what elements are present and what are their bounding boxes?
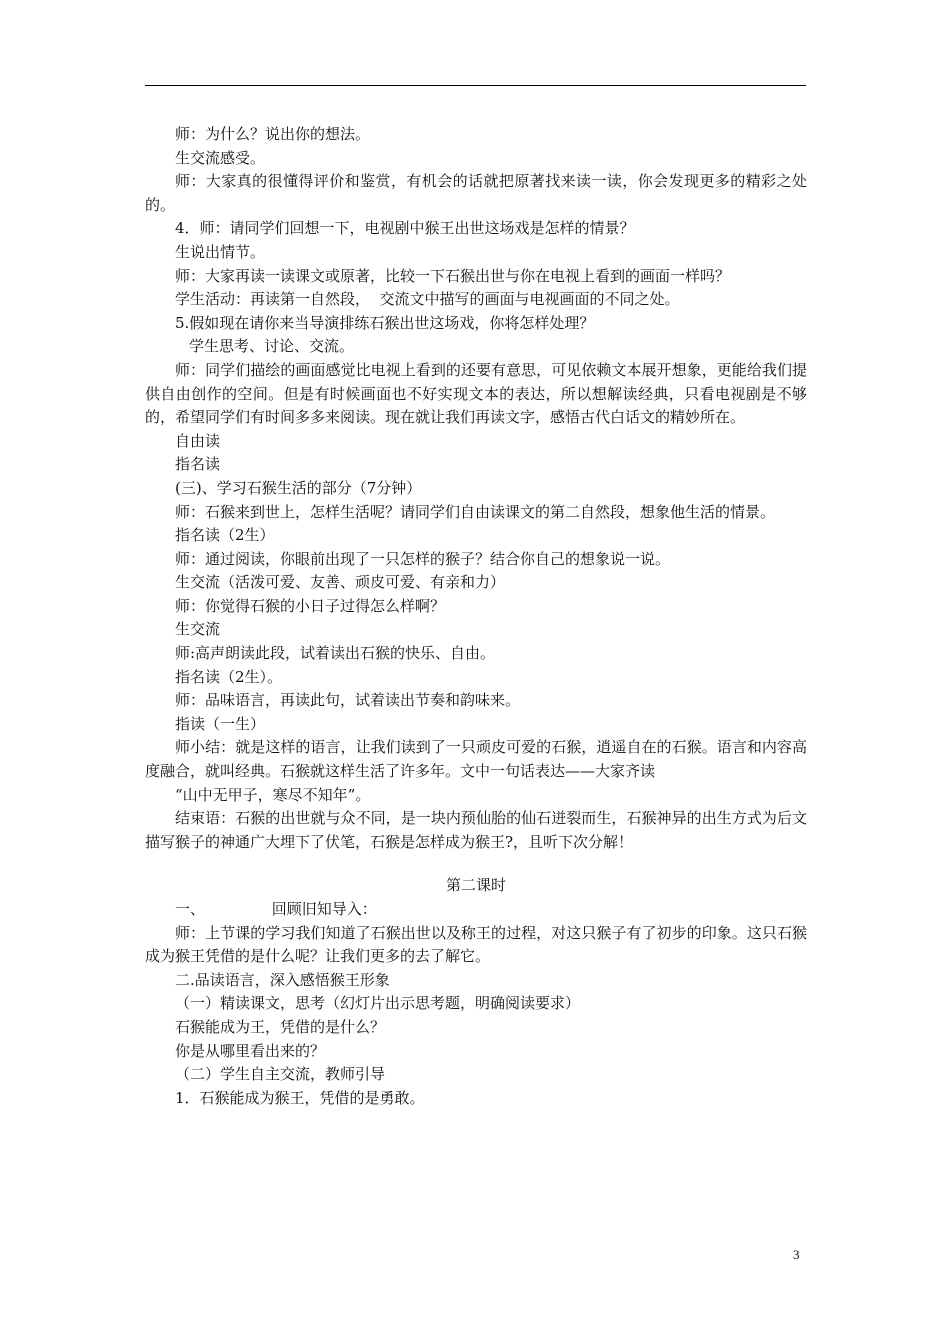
paragraph: 生交流感受。 bbox=[175, 148, 266, 167]
paragraph: 生交流（活泼可爱、友善、顽皮可爱、有亲和力） bbox=[175, 573, 506, 592]
paragraph: 指读（一生） bbox=[175, 714, 266, 733]
paragraph: 石猴能成为王，凭借的是什么？ bbox=[175, 1017, 386, 1036]
paragraph: 4．师：请同学们回想一下，电视剧中猴王出世这场戏是怎样的情景？ bbox=[175, 219, 635, 238]
paragraph: 师：大家真的很懂得评价和鉴赏，有机会的话就把原著找来读一读，你会发现更多的精彩之处的。 bbox=[145, 172, 807, 214]
paragraph: 师：通过阅读，你眼前出现了一只怎样的猴子？结合你自己的想象说一说。 bbox=[175, 549, 671, 568]
paragraph: 师：同学们描绘的画面感觉比电视上看到的还要有意思，可见依赖文本展开想象，更能给我们提供自由创作的空间。但是有时候画面也不好实现文本的表达，所以想解读经典，只看电视剧是不够的，希望同学们有时间多多来阅读。现在就让我们再读文字，感悟古代白话文的精妙所在。 bbox=[145, 360, 807, 427]
paragraph: （二）学生自主交流，教师引导 bbox=[175, 1065, 386, 1084]
quote-line: “山中无甲子，寒尽不知年”。 bbox=[175, 785, 371, 804]
paragraph: 指名读 bbox=[175, 455, 221, 474]
paragraph: （一）精读课文，思考（幻灯片出示思考题，明确阅读要求） bbox=[175, 994, 581, 1013]
paragraph: 生说出情节。 bbox=[175, 242, 266, 261]
paragraph: 师:高声朗读此段，试着读出石猴的快乐、自由。 bbox=[175, 644, 496, 663]
paragraph: 你是从哪里看出来的？ bbox=[175, 1041, 326, 1060]
paragraph: 1．石猴能成为猴王，凭借的是勇敢。 bbox=[175, 1088, 425, 1107]
section-heading: (三)、学习石猴生活的部分（7分钟） bbox=[175, 478, 422, 497]
paragraph: 生交流 bbox=[175, 620, 221, 639]
paragraph: 指名读（2生）。 bbox=[175, 667, 283, 686]
section-heading: 一、 回顾旧知导入： bbox=[175, 900, 377, 918]
header-rule bbox=[145, 85, 806, 86]
paragraph: 学生思考、讨论、交流。 bbox=[189, 337, 355, 356]
paragraph: 师：品味语言，再读此句，试着读出节奏和韵味来。 bbox=[175, 691, 521, 710]
document-body bbox=[145, 123, 807, 1110]
paragraph: 结束语：石猴的出世就与众不同，是一块内预仙胎的仙石迸裂而生，石猴神异的出生方式为后文描写猴子的神通广大埋下了伏笔，石猴是怎样成为猴王?，且听下次分解！ bbox=[145, 809, 807, 851]
paragraph: 师：你觉得石猴的小日子过得怎么样啊？ bbox=[175, 596, 446, 615]
section-heading: 二.品读语言，深入感悟猴王形象 bbox=[175, 970, 390, 989]
lesson-title: 第二课时 bbox=[445, 876, 506, 895]
paragraph: 学生活动：再读第一自然段， 交流文中描写的画面与电视画面的不同之处。 bbox=[175, 290, 680, 309]
paragraph: 师：上节课的学习我们知道了石猴出世以及称王的过程，对这只猴子有了初步的印象。这只石猴成为猴王凭借的是什么呢？让我们更多的去了解它。 bbox=[145, 923, 807, 966]
paragraph: 师小结：就是这样的语言，让我们读到了一只顽皮可爱的石猴，逍遥自在的石猴。语言和内容高度融合，就叫经典。石猴就这样生活了许多年。文中一句话表达——大家齐读 bbox=[145, 738, 807, 781]
page-number: 3 bbox=[793, 1247, 800, 1262]
paragraph: 指名读（2生） bbox=[175, 526, 275, 545]
paragraph: 师：石猴来到世上，怎样生活呢？请同学们自由读课文的第二自然段，想象他生活的情景。 bbox=[175, 502, 776, 521]
paragraph: 师：为什么？说出你的想法。 bbox=[175, 125, 371, 143]
paragraph: 师：大家再读一读课文或原著，比较一下石猴出世与你在电视上看到的画面一样吗？ bbox=[175, 266, 731, 285]
paragraph: 自由读 bbox=[175, 431, 221, 450]
paragraph: 5.假如现在请你来当导演排练石猴出世这场戏，你将怎样处理？ bbox=[175, 313, 595, 332]
